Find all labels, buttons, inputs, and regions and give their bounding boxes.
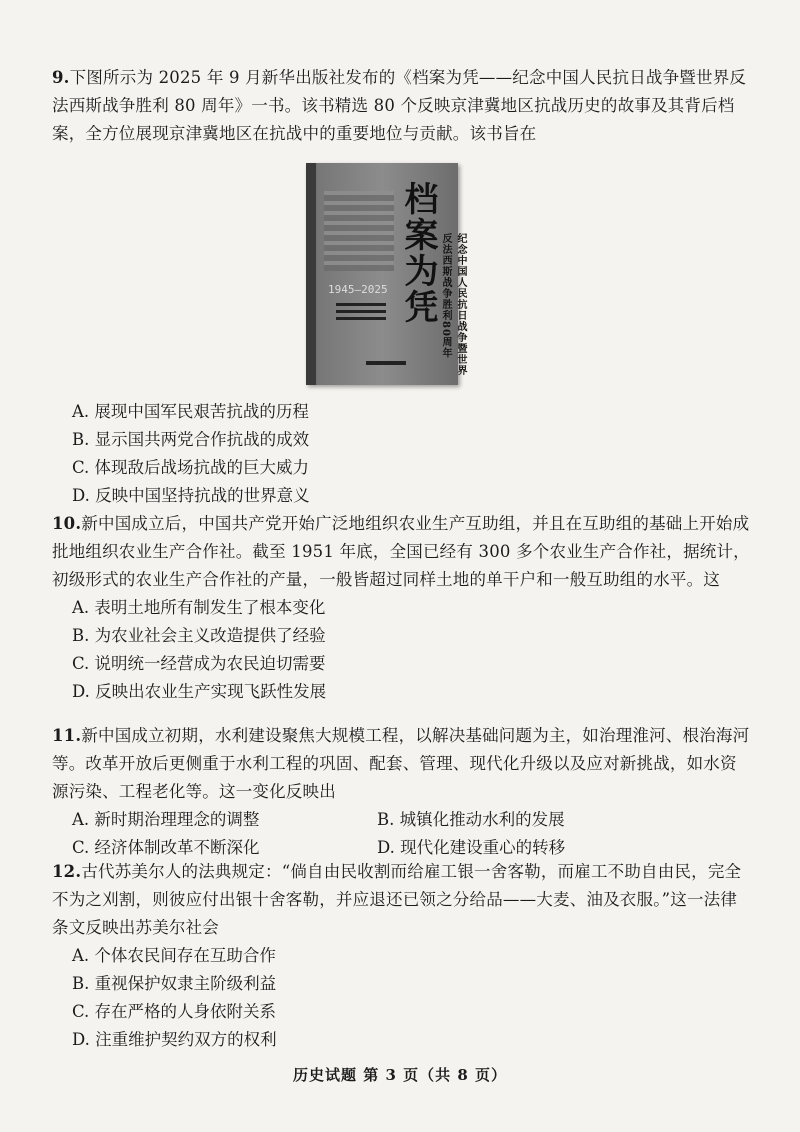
option-b[interactable]: B. 城镇化推动水利的发展 — [377, 810, 565, 829]
option-b[interactable]: B. 重视保护奴隶主阶级利益 — [72, 974, 277, 993]
question-stem: 古代苏美尔人的法典规定：“倘自由民收割而给雇工银一舍客勒，而雇工不助自由民，完全不为之刈割，则彼应付出银十舍客勒，并应退还已领之分给品——大麦、油及衣服。”这一法律条文反映出苏美尔社会 — [52, 862, 742, 937]
publisher-mark — [366, 361, 406, 365]
question-stem: 新中国成立后，中国共产党开始广泛地组织农业生产互助组，并且在互助组的基础上开始成批地组织农业生产合作社。截至 1951 年底，全国已经有 300 多个农业生产合作社，据统计，初级形式的农业生产合作社的产量，一般皆超过同样土地的单干户和一般互助组的水平。这 — [52, 514, 750, 589]
option-c[interactable]: C. 说明统一经营成为农民迫切需要 — [72, 654, 326, 673]
question-number: 10. — [52, 514, 82, 533]
book-years: 1945—2025 — [328, 283, 388, 296]
book-cover-image — [306, 163, 466, 385]
question-number: 11. — [52, 726, 82, 745]
question-stem: 新中国成立初期，水利建设聚焦大规模工程，以解决基础问题为主，如治理淮河、根治海河等。改革开放后更侧重于水利工程的巩固、配套、管理、现代化升级以及应对新挑战，如水资源污染、工程老化等。这一变化反映出 — [52, 726, 750, 801]
question-9 — [52, 64, 752, 148]
book-subtitle: 纪念中国人民抗日战争暨世界反法西斯战争胜利80周年 — [440, 233, 466, 376]
option-a[interactable]: A. 新时期治理理念的调整 — [72, 810, 260, 829]
question-number: 9. — [52, 68, 70, 87]
option-d[interactable]: D. 现代化建设重心的转移 — [377, 838, 566, 857]
option-b[interactable]: B. 为农业社会主义改造提供了经验 — [72, 626, 326, 645]
question-11 — [52, 722, 752, 862]
option-a[interactable]: A. 个体农民间存在互助合作 — [72, 946, 276, 965]
book-spine — [306, 163, 316, 385]
question-12 — [52, 858, 752, 1054]
option-c[interactable]: C. 经济体制改革不断深化 — [72, 838, 260, 857]
option-a[interactable]: A. 表明土地所有制发生了根本变化 — [72, 598, 326, 617]
option-b[interactable]: B. 显示国共两党合作抗战的成效 — [72, 430, 310, 449]
building-photo — [324, 191, 394, 271]
option-a[interactable]: A. 展现中国军民艰苦抗战的历程 — [72, 402, 309, 421]
editor-lines — [336, 303, 386, 324]
option-d[interactable]: D. 注重维护契约双方的权利 — [72, 1030, 277, 1049]
page-footer: 历史试题 第 3 页（共 8 页） — [293, 1066, 507, 1084]
question-9-options — [52, 398, 752, 510]
question-stem: 下图所示为 2025 年 9 月新华出版社发布的《档案为凭——纪念中国人民抗日战争暨世界反法西斯战争胜利 80 周年》一书。该书精选 80 个反映京津冀地区抗战历史的故事及其背后档案，全方位展现京津冀地区在抗战中的重要地位与贡献。该书旨在 — [52, 68, 747, 143]
question-10 — [52, 510, 752, 706]
question-number: 12. — [52, 862, 82, 881]
option-d[interactable]: D. 反映出农业生产实现飞跃性发展 — [72, 682, 327, 701]
option-c[interactable]: C. 体现敌后战场抗战的巨大威力 — [72, 458, 310, 477]
option-c[interactable]: C. 存在严格的人身依附关系 — [72, 1002, 277, 1021]
book-title: 档案为凭 — [398, 181, 438, 325]
option-d[interactable]: D. 反映中国坚持抗战的世界意义 — [72, 486, 310, 505]
options-grid — [52, 806, 752, 862]
